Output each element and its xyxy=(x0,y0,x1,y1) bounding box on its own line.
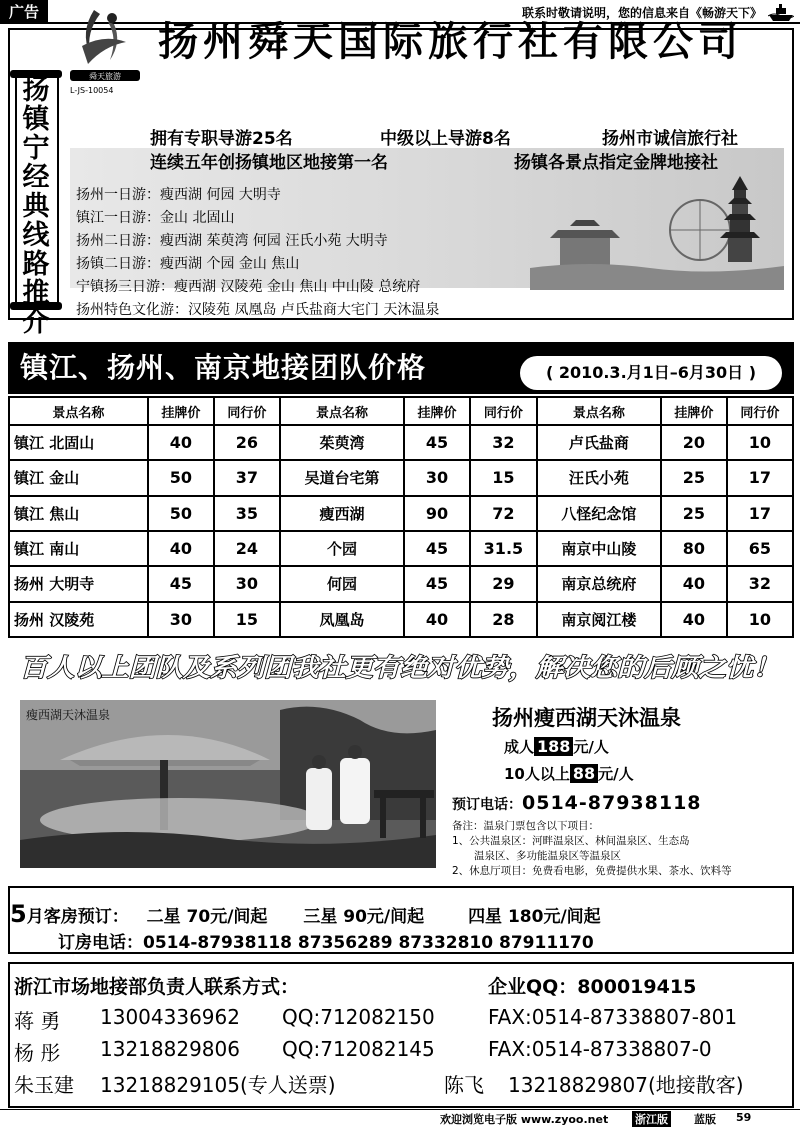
list-price-cell: 45 xyxy=(404,566,470,601)
contacts-heading: 浙江市场地接部负责人联系方式： xyxy=(14,976,300,998)
footer-rule xyxy=(0,1109,800,1110)
note-line: 温泉区、多功能温泉区等温泉区 xyxy=(474,850,621,862)
contact-name: 陈飞 xyxy=(444,1073,484,1097)
list-price-cell: 25 xyxy=(661,496,727,531)
company-name: 扬州舜天国际旅行社有限公司 xyxy=(158,18,743,65)
list-price-cell: 45 xyxy=(404,531,470,566)
list-price-cell: 40 xyxy=(148,425,214,460)
list-price-cell: 30 xyxy=(404,460,470,495)
ship-icon xyxy=(768,2,794,22)
note-line: 1、公共温泉区：河畔温泉区、林间温泉区、生态岛 xyxy=(452,835,690,847)
trade-price-cell: 32 xyxy=(727,566,793,601)
attraction-cell: 扬州 大明寺 xyxy=(9,566,148,601)
source-note: 联系时敬请说明，您的信息来自《畅游天下》 xyxy=(521,6,762,20)
table-row xyxy=(9,425,793,460)
trade-price-cell: 28 xyxy=(470,602,537,637)
contact-name: 杨 彤 xyxy=(14,1041,61,1065)
attraction-cell: 镇江 金山 xyxy=(9,460,148,495)
page-number: 59 xyxy=(736,1111,752,1124)
adult-price: 188 xyxy=(534,737,573,756)
attraction-cell: 汪氏小苑 xyxy=(537,460,661,495)
price-table xyxy=(8,396,794,638)
list-price-cell: 45 xyxy=(148,566,214,601)
attraction-cell: 镇江 北固山 xyxy=(9,425,148,460)
header-cell: 景点名称 xyxy=(537,397,661,425)
attraction-cell: 吴道台宅第 xyxy=(280,460,404,495)
attraction-cell: 凤凰岛 xyxy=(280,602,404,637)
trade-price-cell: 72 xyxy=(470,496,537,531)
trade-price-cell: 65 xyxy=(727,531,793,566)
list-price-cell: 30 xyxy=(148,602,214,637)
contact-qq: QQ:712082150 xyxy=(282,1005,435,1029)
attraction-cell: 镇江 南山 xyxy=(9,531,148,566)
trade-price-cell: 17 xyxy=(727,460,793,495)
attraction-cell: 扬州 汉陵苑 xyxy=(9,602,148,637)
attraction-cell: 个园 xyxy=(280,531,404,566)
contact-name: 蒋 勇 xyxy=(14,1009,61,1033)
trade-price-cell: 29 xyxy=(470,566,537,601)
contact-mobile: 13218829806 xyxy=(100,1037,240,1061)
trade-price-cell: 10 xyxy=(727,602,793,637)
trade-price-cell: 24 xyxy=(214,531,280,566)
price-title: 镇江、扬州、南京地接团队价格 xyxy=(20,351,427,384)
header-cell: 景点名称 xyxy=(280,397,404,425)
header-cell: 同行价 xyxy=(727,397,793,425)
footer-site: 欢迎浏览电子版 www.zyoo.net xyxy=(440,1113,609,1126)
list-price-cell: 50 xyxy=(148,496,214,531)
header-cell: 同行价 xyxy=(214,397,280,425)
header-cell: 挂牌价 xyxy=(661,397,727,425)
table-row xyxy=(9,602,793,637)
agency-logo xyxy=(64,2,146,94)
license-number: L-JS-10054 xyxy=(70,86,114,95)
table-row xyxy=(9,460,793,495)
booking-phone: 预订电话：0514-87938118 xyxy=(452,792,702,814)
route-item: 扬镇二日游：瘦西湖 个园 金山 焦山 xyxy=(76,256,300,272)
contact-mobile: 13004336962 xyxy=(100,1005,240,1029)
contact-name: 朱玉建 xyxy=(14,1073,74,1097)
trade-price-cell: 31.5 xyxy=(470,531,537,566)
attraction-cell: 南京总统府 xyxy=(537,566,661,601)
table-row xyxy=(9,566,793,601)
trade-price-cell: 26 xyxy=(214,425,280,460)
adult-price-line: 成人 188 元/人 xyxy=(504,737,609,756)
table-row xyxy=(9,496,793,531)
trade-price-cell: 30 xyxy=(214,566,280,601)
note-line: 备注：温泉门票包含以下项目： xyxy=(452,820,599,832)
list-price-cell: 50 xyxy=(148,460,214,495)
attraction-cell: 镇江 焦山 xyxy=(9,496,148,531)
route-item: 扬州一日游：瘦西湖 何园 大明寺 xyxy=(76,187,281,203)
list-price-cell: 25 xyxy=(661,460,727,495)
attraction-cell: 茱萸湾 xyxy=(280,425,404,460)
header-cell: 景点名称 xyxy=(9,397,148,425)
trade-price-cell: 37 xyxy=(214,460,280,495)
feature-gold-agency: 扬镇各景点指定金牌地接社 xyxy=(514,153,718,173)
header-cell: 挂牌价 xyxy=(404,397,470,425)
group-price: 88 xyxy=(570,764,598,783)
footer-edition: 浙江版 xyxy=(632,1111,671,1127)
list-price-cell: 80 xyxy=(661,531,727,566)
route-item: 扬州二日游：瘦西湖 茱萸湾 何园 汪氏小苑 大明寺 xyxy=(76,233,388,249)
attraction-cell: 卢氏盐商 xyxy=(537,425,661,460)
list-price-cell: 90 xyxy=(404,496,470,531)
attraction-cell: 八怪纪念馆 xyxy=(537,496,661,531)
group-price-line: 10人以上 88 元/人 xyxy=(504,764,634,783)
feature-honest-agency: 扬州市诚信旅行社 xyxy=(602,129,738,149)
pagoda-scenery-image xyxy=(530,168,784,290)
route-item: 宁镇扬三日游：瘦西湖 汉陵苑 金山 焦山 中山陵 总统府 xyxy=(76,279,421,295)
ad-label: 广告 xyxy=(0,0,48,24)
table-header-row xyxy=(9,397,793,425)
trade-price-cell: 32 xyxy=(470,425,537,460)
hot-spring-photo xyxy=(20,700,436,868)
contact-mobile: 13218829105(专人送票) xyxy=(100,1073,336,1097)
slogan-banner xyxy=(10,644,790,686)
list-price-cell: 40 xyxy=(404,602,470,637)
contact-fax: FAX:0514-87338807-801 xyxy=(488,1005,738,1029)
trade-price-cell: 15 xyxy=(214,602,280,637)
feature-senior-guides: 中级以上导游8名 xyxy=(380,129,511,149)
price-validity: ( 2010.3.月1日–6月30日 ) xyxy=(520,356,782,390)
attraction-cell: 何园 xyxy=(280,566,404,601)
header-cell: 同行价 xyxy=(470,397,537,425)
list-price-cell: 20 xyxy=(661,425,727,460)
feature-guides: 拥有专职导游25名 xyxy=(150,129,293,149)
slogan-text: 百人以上团队及系列团我社更有绝对优势，解决您的后顾之忧！ xyxy=(20,653,780,682)
route-item: 镇江一日游：金山 北固山 xyxy=(76,210,235,226)
contact-fax: FAX:0514-87338807-0 xyxy=(488,1037,712,1061)
room-prices: 5月客房预订： 二星 70元/间起 三星 90元/间起 四星 180元/间起 xyxy=(10,900,601,928)
attraction-cell: 南京阅江楼 xyxy=(537,602,661,637)
list-price-cell: 40 xyxy=(661,602,727,637)
header-cell: 挂牌价 xyxy=(148,397,214,425)
hot-spring-title: 扬州瘦西湖天沐温泉 xyxy=(492,706,681,730)
logo-caption: 舜天旅游 xyxy=(89,72,121,81)
attraction-cell: 南京中山陵 xyxy=(537,531,661,566)
scroll-banner-text: 扬镇宁经典线路推介 xyxy=(22,75,50,338)
trade-price-cell: 15 xyxy=(470,460,537,495)
photo-caption: 瘦西湖天沐温泉 xyxy=(26,708,111,722)
table-row xyxy=(9,531,793,566)
room-phones: 订房电话：0514-87938118 87356289 87332810 87911170 xyxy=(58,933,594,953)
list-price-cell: 40 xyxy=(148,531,214,566)
route-item: 扬州特色文化游：汉陵苑 凤凰岛 卢氏盐商大宅门 天沐温泉 xyxy=(76,302,440,318)
note-line: 2、休息厅项目：免费看电影，免费提供水果、茶水、饮料等 xyxy=(452,865,732,877)
company-qq: 企业QQ：800019415 xyxy=(488,976,697,998)
trade-price-cell: 17 xyxy=(727,496,793,531)
trade-price-cell: 10 xyxy=(727,425,793,460)
trade-price-cell: 35 xyxy=(214,496,280,531)
list-price-cell: 40 xyxy=(661,566,727,601)
attraction-cell: 瘦西湖 xyxy=(280,496,404,531)
feature-five-years: 连续五年创扬镇地区地接第一名 xyxy=(150,153,388,173)
list-price-cell: 45 xyxy=(404,425,470,460)
contact-mobile: 13218829807(地接散客) xyxy=(508,1073,744,1097)
footer-color: 蓝版 xyxy=(694,1113,716,1126)
contact-qq: QQ:712082145 xyxy=(282,1037,435,1061)
